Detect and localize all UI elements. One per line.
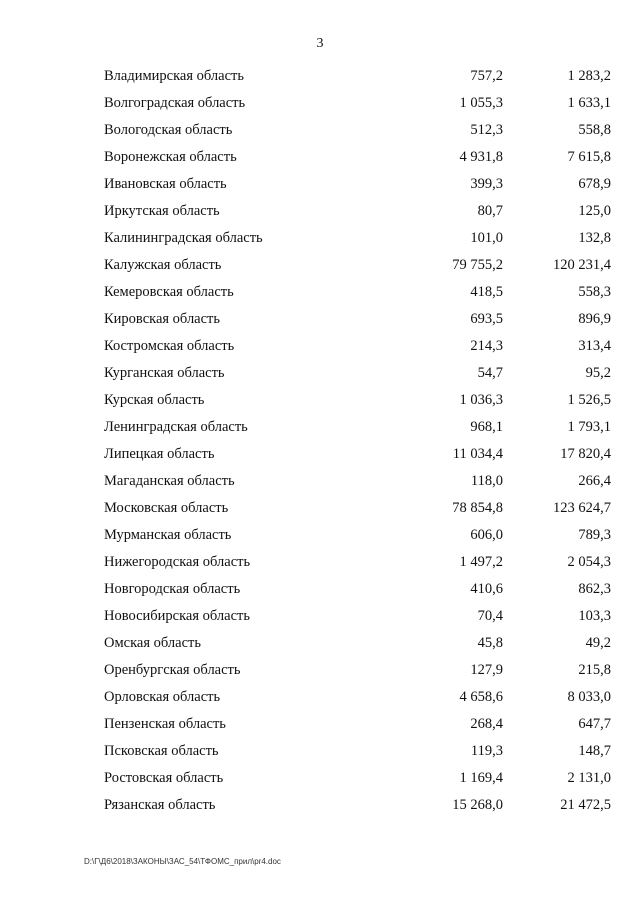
value-column-2: 123 624,7 (553, 500, 611, 516)
value-column-1: 418,5 (470, 284, 503, 300)
table-row (0, 496, 640, 523)
value-column-2: 1 526,5 (567, 392, 611, 408)
table-row (0, 550, 640, 577)
value-column-1: 79 755,2 (452, 257, 503, 273)
region-name: Оренбургская область (104, 662, 241, 678)
table-row (0, 307, 640, 334)
value-column-1: 1 169,4 (459, 770, 503, 786)
value-column-1: 4 931,8 (459, 149, 503, 165)
value-column-2: 1 633,1 (567, 95, 611, 111)
table-row (0, 604, 640, 631)
file-path-footer: D:\Г\Д6\2018\ЗАКОНЫ\ЗАС_54\ТФОМС_прил\pr4.doc (84, 857, 281, 866)
value-column-1: 78 854,8 (452, 500, 503, 516)
value-column-2: 2 054,3 (567, 554, 611, 570)
value-column-2: 678,9 (578, 176, 611, 192)
table-row (0, 91, 640, 118)
table-row (0, 739, 640, 766)
value-column-1: 45,8 (477, 635, 503, 651)
table-row (0, 685, 640, 712)
value-column-1: 127,9 (470, 662, 503, 678)
table-row (0, 631, 640, 658)
value-column-1: 4 658,6 (459, 689, 503, 705)
table-row (0, 118, 640, 145)
table-row (0, 388, 640, 415)
table-row (0, 253, 640, 280)
value-column-2: 2 131,0 (567, 770, 611, 786)
value-column-2: 558,8 (578, 122, 611, 138)
value-column-1: 11 034,4 (452, 446, 503, 462)
value-column-1: 968,1 (470, 419, 503, 435)
value-column-1: 693,5 (470, 311, 503, 327)
region-name: Магаданская область (104, 473, 235, 489)
region-name: Кировская область (104, 311, 221, 327)
region-table (0, 64, 640, 820)
value-column-1: 54,7 (477, 365, 503, 381)
value-column-2: 647,7 (578, 716, 611, 732)
region-name: Липецкая область (104, 446, 215, 462)
value-column-2: 862,3 (578, 581, 611, 597)
table-row (0, 172, 640, 199)
table-row (0, 658, 640, 685)
table-row (0, 577, 640, 604)
table-row (0, 523, 640, 550)
table-row (0, 334, 640, 361)
value-column-2: 1 283,2 (567, 68, 611, 84)
value-column-2: 120 231,4 (553, 257, 611, 273)
value-column-1: 15 268,0 (452, 797, 503, 813)
table-row (0, 766, 640, 793)
value-column-2: 1 793,1 (567, 419, 611, 435)
region-name: Костромская область (104, 338, 235, 354)
region-name: Орловская область (104, 689, 221, 705)
value-column-1: 399,3 (470, 176, 503, 192)
region-name: Омская область (104, 635, 201, 651)
region-name: Ивановская область (104, 176, 227, 192)
value-column-2: 896,9 (578, 311, 611, 327)
region-name: Воронежская область (104, 149, 237, 165)
value-column-1: 1 055,3 (459, 95, 503, 111)
value-column-2: 313,4 (578, 338, 611, 354)
region-name: Вологодская область (104, 122, 233, 138)
value-column-2: 558,3 (578, 284, 611, 300)
region-name: Нижегородская область (104, 554, 251, 570)
value-column-2: 125,0 (578, 203, 611, 219)
region-name: Пензенская область (104, 716, 226, 732)
table-row (0, 469, 640, 496)
value-column-2: 95,2 (585, 365, 611, 381)
region-name: Курганская область (104, 365, 225, 381)
table-row (0, 226, 640, 253)
value-column-1: 1 497,2 (459, 554, 503, 570)
table-row (0, 145, 640, 172)
value-column-2: 148,7 (578, 743, 611, 759)
value-column-1: 268,4 (470, 716, 503, 732)
value-column-1: 757,2 (470, 68, 503, 84)
table-row (0, 712, 640, 739)
value-column-2: 103,3 (578, 608, 611, 624)
value-column-2: 49,2 (585, 635, 611, 651)
region-name: Мурманская область (104, 527, 232, 543)
value-column-2: 21 472,5 (560, 797, 611, 813)
region-name: Псковская область (104, 743, 219, 759)
page-number: 3 (316, 36, 324, 51)
region-name: Иркутская область (104, 203, 220, 219)
table-row (0, 361, 640, 388)
value-column-2: 266,4 (578, 473, 611, 489)
region-name: Рязанская область (104, 797, 216, 813)
value-column-1: 214,3 (470, 338, 503, 354)
value-column-2: 789,3 (578, 527, 611, 543)
value-column-2: 7 615,8 (567, 149, 611, 165)
region-name: Калининградская область (104, 230, 263, 246)
value-column-1: 410,6 (470, 581, 503, 597)
value-column-2: 215,8 (578, 662, 611, 678)
region-name: Калужская область (104, 257, 222, 273)
table-row (0, 415, 640, 442)
region-name: Кемеровская область (104, 284, 234, 300)
table-row (0, 793, 640, 820)
value-column-1: 118,0 (470, 473, 503, 489)
table-row (0, 280, 640, 307)
value-column-1: 101,0 (470, 230, 503, 246)
value-column-2: 8 033,0 (567, 689, 611, 705)
region-name: Ростовская область (104, 770, 224, 786)
region-name: Новгородская область (104, 581, 241, 597)
value-column-1: 80,7 (477, 203, 503, 219)
region-name: Новосибирская область (104, 608, 250, 624)
value-column-1: 1 036,3 (459, 392, 503, 408)
table-row (0, 64, 640, 91)
table-row (0, 442, 640, 469)
value-column-2: 17 820,4 (560, 446, 611, 462)
table-row (0, 199, 640, 226)
value-column-1: 512,3 (470, 122, 503, 138)
region-name: Курская область (104, 392, 205, 408)
region-name: Волгоградская область (104, 95, 246, 111)
value-column-1: 119,3 (470, 743, 503, 759)
value-column-1: 606,0 (470, 527, 503, 543)
region-name: Владимирская область (104, 68, 244, 84)
value-column-2: 132,8 (578, 230, 611, 246)
region-name: Московская область (104, 500, 229, 516)
value-column-1: 70,4 (477, 608, 503, 624)
region-name: Ленинградская область (104, 419, 248, 435)
